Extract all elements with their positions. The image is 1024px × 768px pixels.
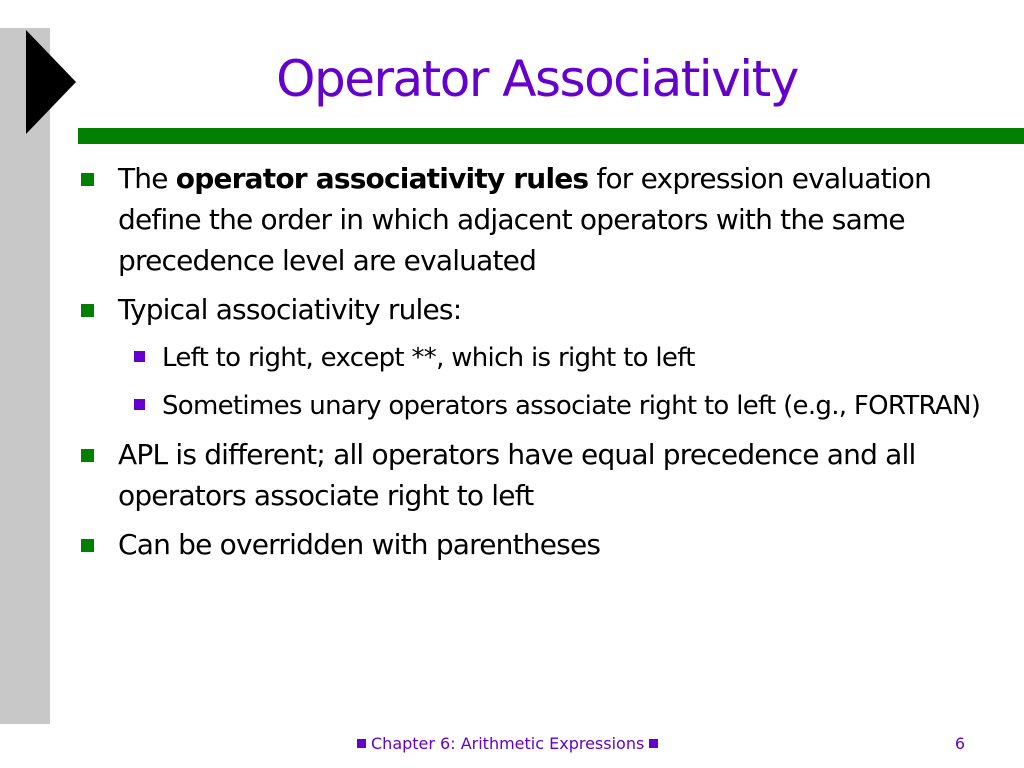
bullet-parentheses bbox=[80, 524, 1000, 565]
bullet-typical-rules bbox=[80, 289, 1000, 330]
bullet-text: Can be overridden with parentheses bbox=[118, 528, 601, 561]
bullet-text-post: for expression evaluation define the order in which adjacent operators with the same precedence level are evaluated bbox=[118, 162, 932, 277]
page-number: 6 bbox=[954, 734, 965, 753]
slide-footer bbox=[0, 732, 1024, 756]
square-bullet-icon bbox=[81, 449, 94, 462]
sub-bullet-text: Sometimes unary operators associate right to left (e.g., FORTRAN) bbox=[162, 391, 981, 421]
bullet-text: APL is different; all operators have equal precedence and all operators associate right to left bbox=[118, 438, 916, 512]
sub-bullet-unary-operators bbox=[80, 386, 1000, 426]
square-sub-bullet-icon bbox=[134, 351, 145, 362]
footer-square-icon bbox=[357, 739, 366, 748]
sub-bullet-text: Left to right, except **, which is right to left bbox=[162, 343, 695, 373]
bullet-text-bold: operator associativity rules bbox=[175, 162, 589, 195]
bullet-text: Typical associativity rules: bbox=[118, 293, 462, 326]
sub-bullet-left-to-right bbox=[80, 338, 1000, 378]
bullet-text-pre: The bbox=[118, 162, 176, 195]
square-bullet-icon bbox=[81, 304, 94, 317]
square-bullet-icon bbox=[81, 173, 94, 186]
footer-square-icon bbox=[649, 739, 658, 748]
square-sub-bullet-icon bbox=[134, 399, 145, 410]
bullet-associativity-rules bbox=[80, 158, 1000, 281]
bullet-apl bbox=[80, 434, 1000, 516]
square-bullet-icon bbox=[81, 539, 94, 552]
slide-content bbox=[80, 158, 1000, 573]
footer-chapter-text: Chapter 6: Arithmetic Expressions bbox=[371, 734, 645, 753]
footer-chapter bbox=[352, 732, 663, 756]
title-divider bbox=[78, 128, 1024, 144]
slide-title: Operator Associativity bbox=[276, 50, 798, 108]
